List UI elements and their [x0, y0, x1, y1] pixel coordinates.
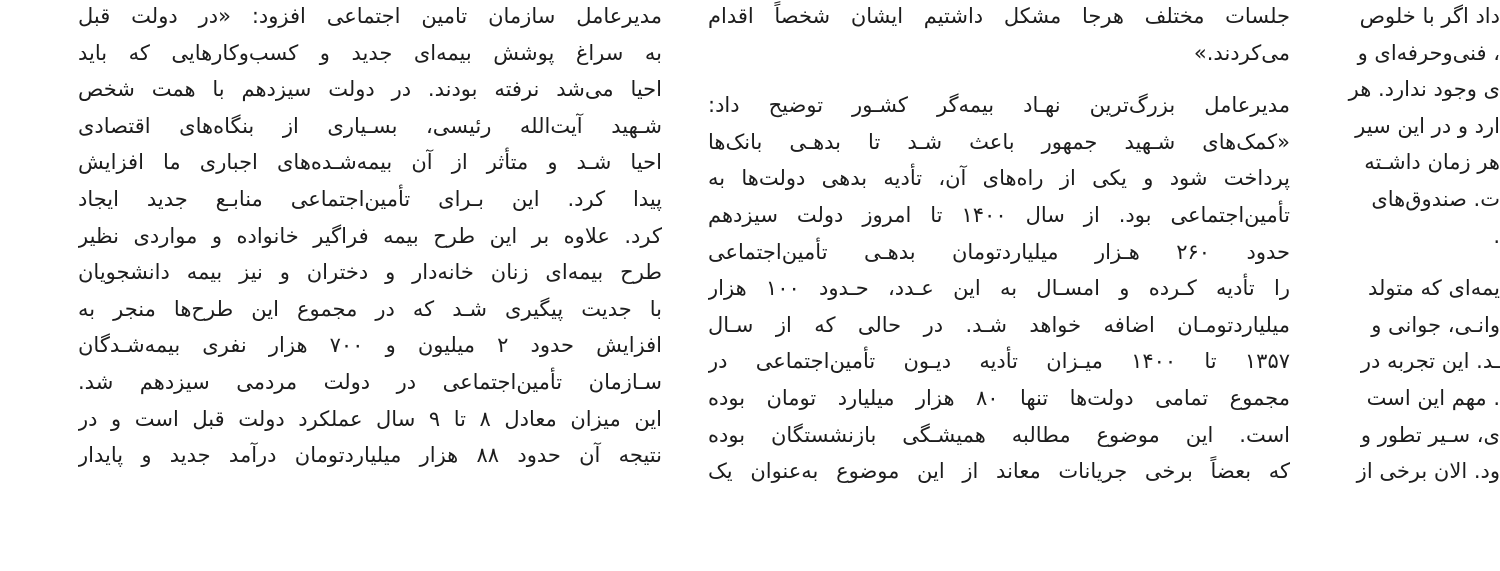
text-line: به سراغ پوشش بیمه‌ای جدید و کسب‌وکارهایی که باید [78, 40, 662, 65]
text-line: طرح بیمه‌ای زنان خانه‌دار و دختران و نیز بیمه دانشجویان [78, 260, 662, 285]
text-line: که بعضاً برخی جریانات معاند از این موضوع به‌عنوان یک [708, 459, 1290, 484]
text-line: مدیرعامل بزرگ‌ترین نهـاد بیمه‌گر کشـور توضیح داد: [708, 93, 1290, 118]
article-column-middle [708, 0, 1290, 490]
text-line: ۱۳۵۷ تا ۱۴۰۰ میـزان تأدیه دیـون تأمین‌اجتماعی در [708, 349, 1290, 374]
text-line: با جدیت پیگیری شـد که در مجموع این طرح‌ها منجر به [78, 296, 662, 321]
text-line: نتیجه آن حدود ۸۸ هزار میلیاردتومان درآمد جدید و پایدار [78, 443, 662, 468]
text-line: ت. صندوق‌های [1371, 186, 1500, 211]
text-line: تأمین‌اجتماعی بود. از سال ۱۴۰۰ تا امروز دولت سیزدهم [708, 202, 1290, 227]
text-line: ی، سـیر تطور و [1360, 422, 1500, 447]
paragraph-gap [1328, 254, 1500, 270]
text-line: . مهم این است [1366, 385, 1500, 410]
text-line: مدیرعامل سازمان تامین اجتماعی افزود: «در دولت قبل [78, 4, 662, 28]
text-line: این میزان معادل ۸ تا ۹ سال عملکرد دولت قبل است و در [78, 406, 662, 431]
text-line: شـهید آیت‌الله رئیسی، بسـیاری از بنگاه‌های اقتصادی [78, 113, 662, 138]
text-line: افزایش حدود ۲ میلیون و ۷۰۰ هزار نفری بیمه‌شـدگان [78, 333, 662, 358]
text-line: . [1493, 223, 1500, 248]
article-column-left [78, 0, 662, 474]
text-line: داد اگر با خلوص [1359, 4, 1500, 28]
text-line: است. این موضوع مطالبه همیشـگی بازنشستگان بوده [708, 422, 1290, 447]
text-line: پیدا کرد. این بـرای تأمین‌اجتماعی منابـع جدید ایجاد [78, 186, 662, 211]
text-line: ، فنی‌وحرفه‌ای و [1357, 40, 1500, 65]
text-line: احیا شـد و متأثر از آن بیمه‌شـده‌های اجباری ما افزایش [78, 150, 662, 175]
text-line: می‌کردند.» [1193, 40, 1290, 65]
text-line: میلیاردتومـان اضافه خواهد شـد. در حالی که از سـال [708, 312, 1290, 337]
text-line: ی وجود ندارد. هر [1348, 77, 1500, 102]
text-line: سـازمان تأمین‌اجتماعی در دولت مردمی سیزدهم شد. [78, 369, 662, 394]
text-line: احیا می‌شد نرفته بودند. در دولت سیزدهم با همت شخص [78, 77, 662, 102]
text-line: یمه‌ای که متولد [1368, 276, 1500, 301]
article-column-right [1328, 0, 1500, 490]
text-line: کرد. علاوه بر این طرح بیمه فراگیر خانواده و مواردی نظیر [78, 223, 662, 248]
text-line: ـد. این تجربه در [1360, 349, 1500, 374]
text-line: پرداخت شود و یکی از راه‌های آن، تأدیه بدهی دولت‌ها به [708, 166, 1290, 191]
text-line: هر زمان داشـته [1364, 150, 1500, 175]
text-line: ارد و در این سیر [1355, 113, 1500, 138]
text-line: ود. الان برخی از [1356, 459, 1500, 484]
text-line: مجموع تمامی دولت‌ها تنها ۸۰ هزار میلیارد تومان بوده [708, 385, 1290, 410]
text-line: حدود ۲۶۰ هـزار میلیاردتومان بدهـی تأمین‌اجتماعی [708, 239, 1290, 264]
text-line: جلسات مختلف هرجا مشکل داشتیم ایشان شخصاً اقدام [708, 4, 1290, 28]
text-line: وانـی، جوانی و [1371, 312, 1500, 337]
paragraph-gap [708, 71, 1290, 87]
text-line: «کمک‌های شـهید جمهور باعث شـد تا بدهـی بانک‌ها [708, 129, 1290, 154]
text-line: را تأدیه کـرده و امسـال به این عـدد، حـدود ۱۰۰ هزار [708, 276, 1290, 301]
